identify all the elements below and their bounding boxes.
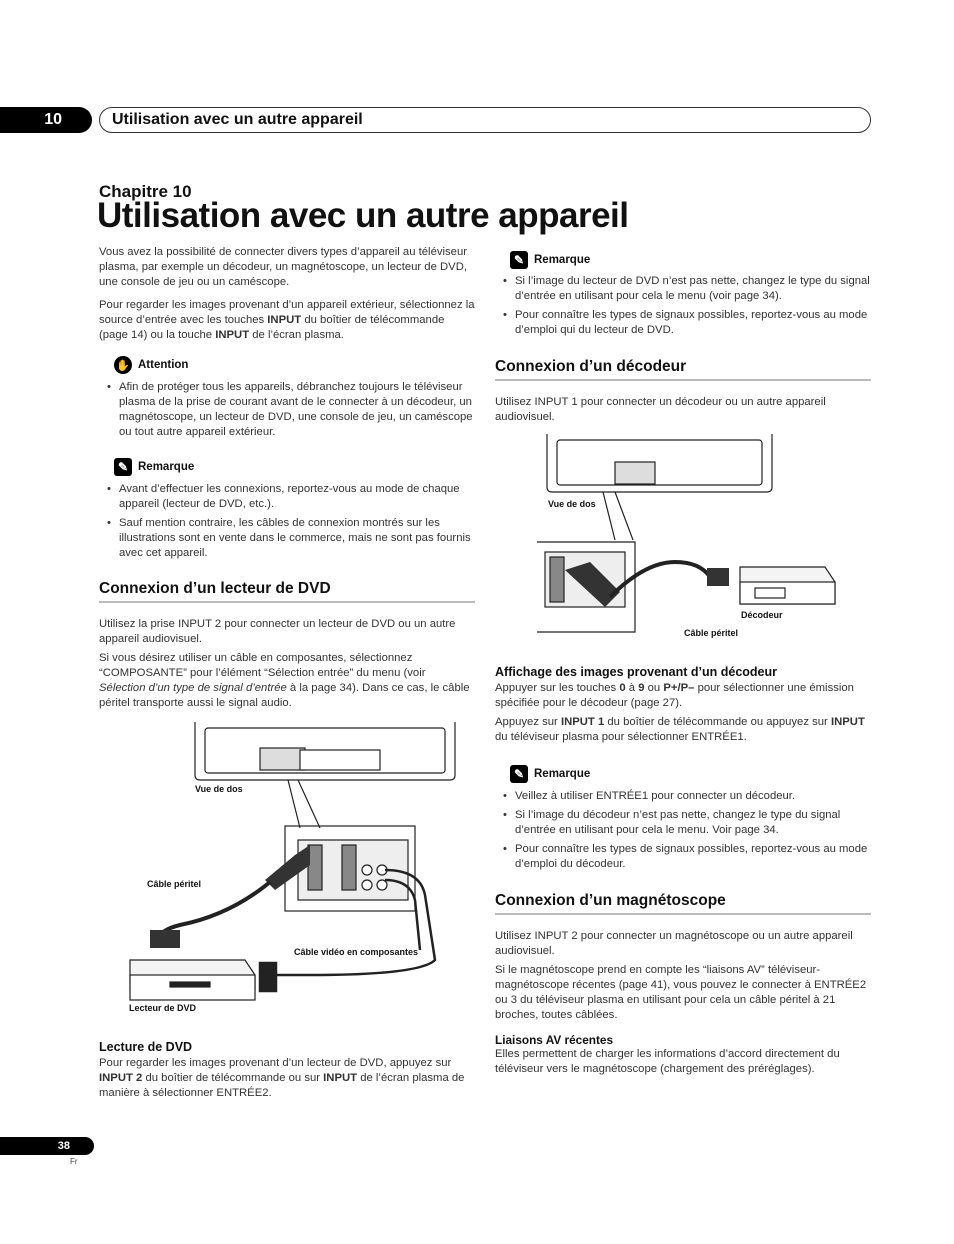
dvd-playback-section — [99, 1040, 475, 1101]
remarque-item: • Si l’image du décodeur n’est pas nette, changez le type du signal d’entrée en utilisant pour cela le menu. Voir page 34. — [495, 808, 872, 838]
vcr-paragraph-2: Si le magnétoscope prend en compte les “liaisons AV” téléviseur-magnétoscope récentes (page 41), vous pouvez le connecter à ENTRÉE2 ou 3 du téléviseur plasma en utilisant pour cela un câble péritel à 21 broches, toutes câblées. — [495, 964, 867, 1021]
remarque-box-top — [510, 251, 872, 342]
remarque-heading: ✎ Remarque — [510, 251, 872, 269]
dvd-playback-text: Pour regarder les images provenant d’un lecteur de DVD, appuyez sur INPUT 2 du boîtier de télécommande ou sur INPUT de l’écran plasma de manière à sélectionner ENTRÉE2. — [99, 1057, 465, 1099]
attention-box — [114, 356, 475, 444]
decoder-illustration — [740, 567, 835, 604]
connector-panel — [285, 780, 415, 911]
pencil-note-icon: ✎ — [114, 458, 132, 476]
chapter-label: Chapitre 10 — [99, 182, 192, 201]
dvd-paragraph-2: Si vous désirez utiliser un câble en composantes, sélectionnez “COMPOSANTE” pour l’élément “Sélection entrée” du menu (voir Sélection d’un type de signal d’entrée à la page 34). Dans ce cas, le câble péritel transporte aussi le signal audio. — [99, 652, 470, 709]
tv-back-illustration — [547, 434, 772, 492]
chapter-number-tab — [0, 107, 92, 133]
figure-label-component: Câble vidéo en composantes — [294, 947, 419, 957]
page-title: Utilisation avec un autre appareil — [97, 196, 629, 235]
chapter-title-tab — [99, 107, 871, 133]
dvd-heading: Connexion d’un lecteur de DVD — [99, 580, 475, 603]
decoder-section — [495, 358, 871, 425]
dvd-connection-diagram — [120, 720, 460, 1025]
remarque-item: • Avant d’effectuer les connexions, reportez-vous au mode de chaque appareil (lecteur de DVD, etc.). — [99, 482, 475, 512]
figure-label-dvd-player: Lecteur de DVD — [129, 1003, 197, 1013]
remarque-item: • Pour connaître les types de signaux possibles, reportez-vous au mode d’emploi du décodeur. — [495, 842, 872, 872]
intro-paragraph-1: Vous avez la possibilité de connecter divers types d’appareil au téléviseur plasma, par exemple un décodeur, un magnétoscope, un lecteur de DVD, une console de jeu ou un caméscope. — [99, 246, 467, 288]
pencil-note-icon: ✎ — [510, 251, 528, 269]
remarque-item: • Si l’image du lecteur de DVD n’est pas nette, changez le type du signal d’entrée en utilisant pour cela le menu (voir page 34). — [495, 274, 872, 304]
decoder-connection-diagram — [535, 432, 855, 642]
running-title: Utilisation avec un autre appareil — [112, 111, 363, 128]
page-number: 38 — [57, 1140, 70, 1152]
remarque-item: • Veillez à utiliser ENTRÉE1 pour connecter un décodeur. — [495, 789, 872, 804]
hand-stop-icon: ✋ — [114, 356, 132, 374]
dvd-playback-heading: Lecture de DVD — [99, 1040, 193, 1054]
language-code: Fr — [70, 1157, 78, 1166]
decoder-display-heading: Affichage des images provenant d’un décodeur — [495, 665, 778, 679]
remarque-box-1 — [114, 458, 475, 565]
vcr-section — [495, 892, 871, 1077]
vcr-heading: Connexion d’un magnétoscope — [495, 892, 871, 915]
page-number-tab — [0, 1137, 94, 1155]
vcr-av-link-text: Elles permettent de charger les informations d’accord directement du téléviseur vers le magnétoscope (chargement des préréglages). — [495, 1048, 840, 1075]
attention-heading: ✋ Attention — [114, 356, 475, 374]
decoder-display-text-1: Appuyer sur les touches 0 à 9 ou P+/P– pour sélectionner une émission spécifiée pour le décodeur (page 27). — [495, 682, 854, 709]
attention-item: • Afin de protéger tous les appareils, débranchez toujours le téléviseur plasma de la prise de courant avant de le connecter à un décodeur, un magnétoscope, un lecteur de DVD, une console de jeu, un caméscope ou tout autre appareil extérieur. — [99, 380, 475, 440]
figure-label-back-view: Vue de dos — [195, 784, 243, 794]
decoder-display-text-2: Appuyez sur INPUT 1 du boîtier de télécommande ou appuyez sur INPUT du téléviseur plasma pour sélectionner ENTRÉE1. — [495, 716, 865, 743]
dvd-player-illustration — [130, 960, 255, 1000]
intro-section — [99, 245, 475, 343]
figure-label-back-view: Vue de dos — [548, 499, 596, 509]
intro-paragraph-2: Pour regarder les images provenant d’un appareil extérieur, sélectionnez la source d’entrée avec les touches INPUT du boîtier de télécommande (page 14) ou la touche INPUT de l’écran plasma. — [99, 299, 475, 341]
decoder-paragraph: Utilisez INPUT 1 pour connecter un décodeur ou un autre appareil audiovisuel. — [495, 396, 826, 423]
decoder-display-section — [495, 665, 871, 745]
remarque-item: • Pour connaître les types de signaux possibles, reportez-vous au mode d’emploi qui du lecteur de DVD. — [495, 308, 872, 338]
figure-label-scart: Câble péritel — [684, 628, 739, 638]
remarque-box-2 — [510, 765, 872, 876]
vcr-av-link-heading: Liaisons AV récentes — [495, 1033, 614, 1047]
dvd-paragraph-1: Utilisez la prise INPUT 2 pour connecter un lecteur de DVD ou un autre appareil audiovisuel. — [99, 618, 456, 645]
remarque-heading: ✎ Remarque — [114, 458, 475, 476]
vcr-paragraph-1: Utilisez INPUT 2 pour connecter un magnétoscope ou un autre appareil audiovisuel. — [495, 930, 853, 957]
dvd-section — [99, 580, 475, 711]
remarque-heading: ✎ Remarque — [510, 765, 872, 783]
figure-label-scart: Câble péritel — [147, 879, 202, 889]
chapter-number: 10 — [44, 111, 62, 128]
pencil-note-icon: ✎ — [510, 765, 528, 783]
remarque-item: • Sauf mention contraire, les câbles de connexion montrés sur les illustrations sont en vente dans le commerce, mais ne sont pas fournis avec cet appareil. — [99, 516, 475, 561]
figure-label-decoder: Décodeur — [741, 610, 783, 620]
tv-back-illustration — [195, 722, 455, 780]
connector-panel — [537, 492, 635, 632]
decoder-heading: Connexion d’un décodeur — [495, 358, 871, 381]
